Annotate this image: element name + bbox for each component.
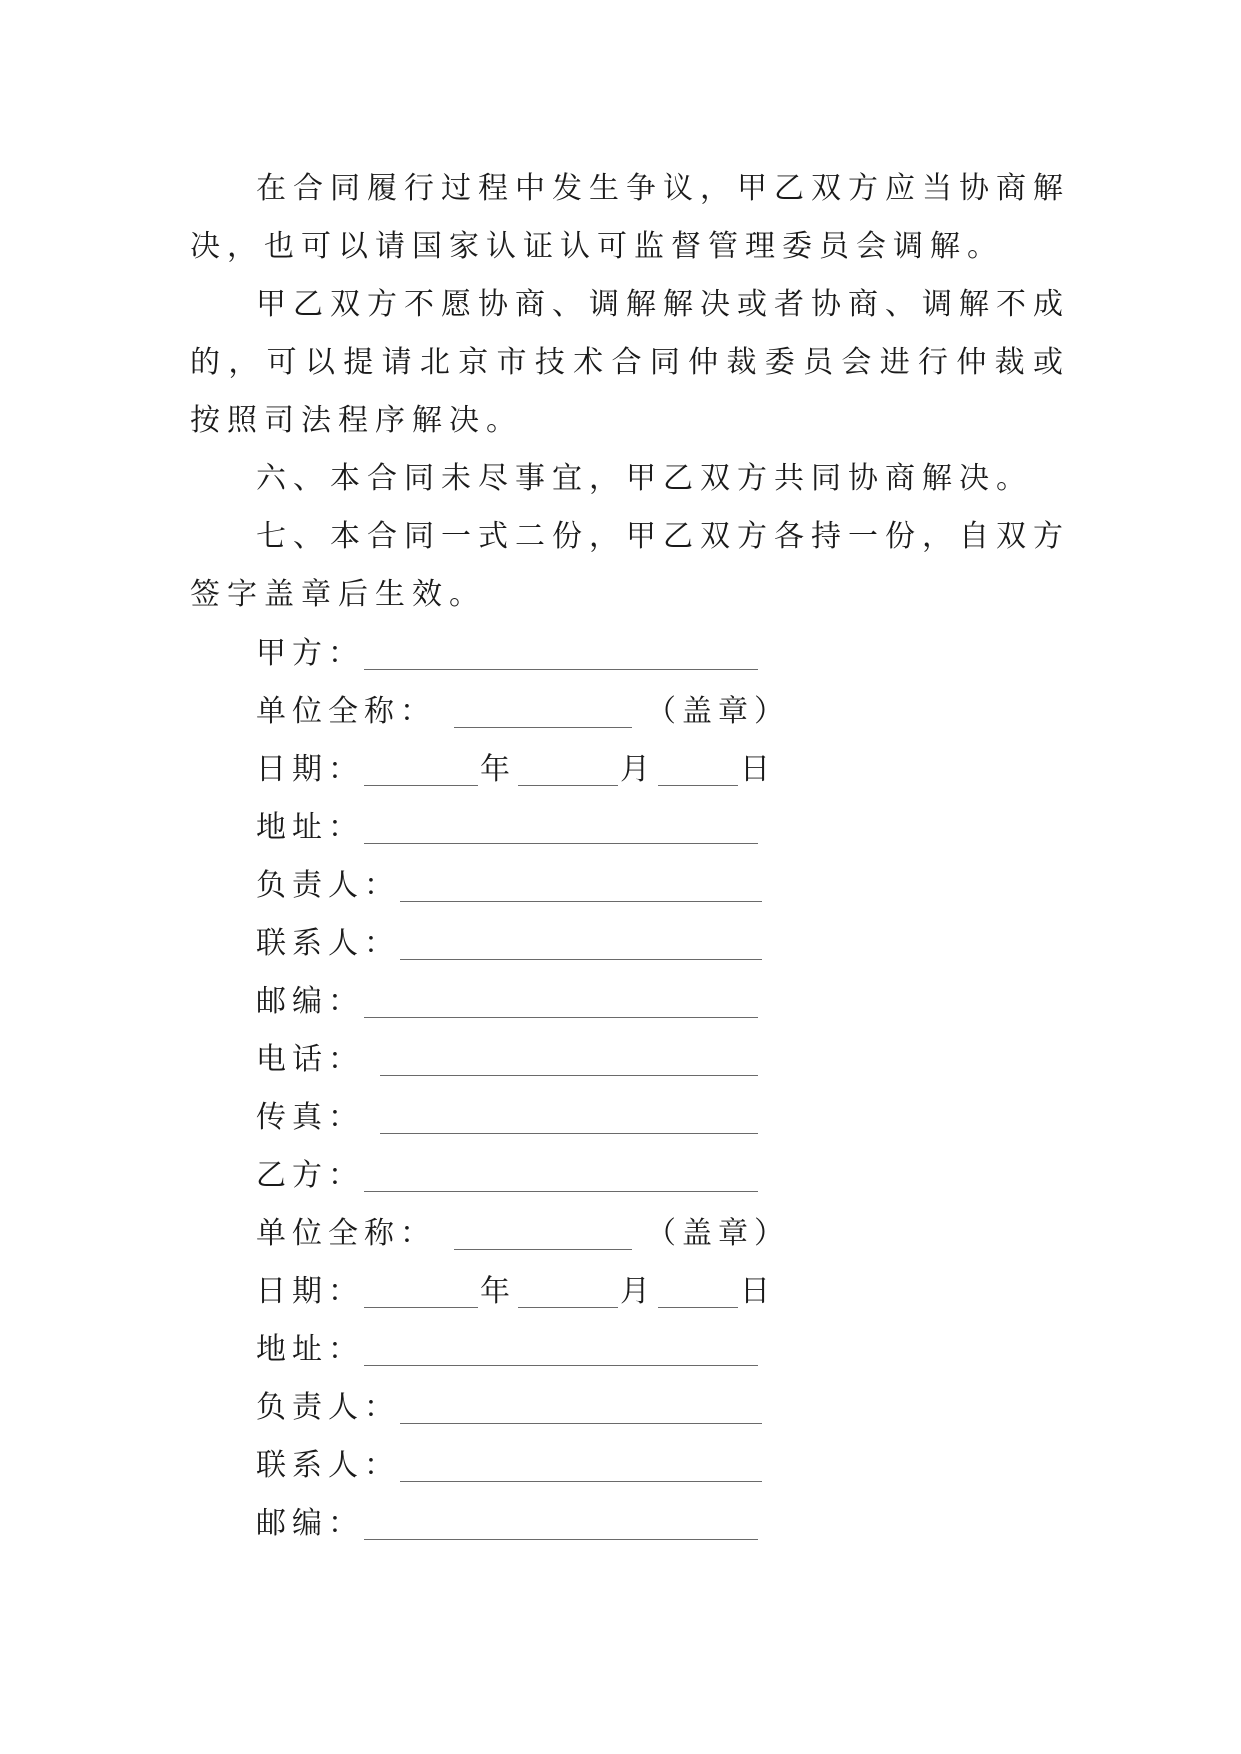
- party-b-year-label: 年: [480, 1274, 516, 1309]
- party-b-principal-blank[interactable]: [400, 1393, 762, 1424]
- party-a-year-blank[interactable]: [364, 755, 478, 786]
- party-a-phone-row: [256, 1027, 816, 1085]
- party-b-year-blank[interactable]: [364, 1277, 478, 1308]
- party-a-year-label: 年: [480, 752, 516, 787]
- party-a-day-blank[interactable]: [658, 755, 738, 786]
- party-b-date-label: 日期：: [256, 1274, 364, 1309]
- party-a-principal-blank[interactable]: [400, 871, 762, 902]
- party-a-blank[interactable]: [364, 639, 758, 670]
- party-b-address-row: [256, 1317, 816, 1375]
- party-b-row: [256, 1143, 816, 1201]
- clause-dispute: 在合同履行过程中发生争议，甲乙双方应当协商解决，也可以请国家认证认可监督管理委员会调解。: [190, 171, 1070, 264]
- party-a-seal-label: （盖章）: [646, 694, 790, 729]
- party-a-principal-label: 负责人：: [256, 868, 400, 903]
- party-b-month-label: 月: [620, 1274, 656, 1309]
- party-a-date-row: [256, 737, 816, 795]
- party-b-address-blank[interactable]: [364, 1335, 758, 1366]
- party-a-date-label: 日期：: [256, 752, 364, 787]
- party-b-month-blank[interactable]: [518, 1277, 618, 1308]
- party-b-postcode-label: 邮编：: [256, 1506, 364, 1541]
- party-a-contact-blank[interactable]: [400, 929, 762, 960]
- party-a-month-blank[interactable]: [518, 755, 618, 786]
- party-a-unit-label: 单位全称：: [256, 694, 436, 729]
- party-a-phone-label: 电话：: [256, 1042, 364, 1077]
- party-b-principal-label: 负责人：: [256, 1390, 400, 1425]
- party-b-unit-row: [256, 1201, 816, 1259]
- party-b-day-blank[interactable]: [658, 1277, 738, 1308]
- party-b-unit-label: 单位全称：: [256, 1216, 436, 1251]
- clause-arbitration: 甲乙双方不愿协商、调解解决或者协商、调解不成的，可以提请北京市技术合同仲裁委员会进行仲裁或按照司法程序解决。: [190, 287, 1070, 438]
- party-a-label: 甲方：: [256, 636, 364, 671]
- contract-clauses: [190, 160, 1070, 624]
- party-a-address-label: 地址：: [256, 810, 364, 845]
- party-a-unit-row: [256, 679, 816, 737]
- party-b-seal-label: （盖章）: [646, 1216, 790, 1251]
- party-a-contact-row: [256, 911, 816, 969]
- signature-fields: [256, 621, 816, 1549]
- clause-seven: 七、本合同一式二份，甲乙双方各持一份，自双方签字盖章后生效。: [190, 519, 1070, 612]
- party-a-row: [256, 621, 816, 679]
- party-a-fax-row: [256, 1085, 816, 1143]
- party-a-fax-blank[interactable]: [380, 1103, 758, 1134]
- party-a-postcode-blank[interactable]: [364, 987, 758, 1018]
- party-b-blank[interactable]: [364, 1161, 758, 1192]
- party-a-address-blank[interactable]: [364, 813, 758, 844]
- party-a-contact-label: 联系人：: [256, 926, 400, 961]
- party-a-address-row: [256, 795, 816, 853]
- party-b-address-label: 地址：: [256, 1332, 364, 1367]
- party-b-contact-row: [256, 1433, 816, 1491]
- party-b-postcode-row: [256, 1491, 816, 1549]
- party-a-fax-label: 传真：: [256, 1100, 364, 1135]
- party-b-postcode-blank[interactable]: [364, 1509, 758, 1540]
- party-a-postcode-label: 邮编：: [256, 984, 364, 1019]
- party-a-day-label: 日: [740, 752, 776, 787]
- party-a-principal-row: [256, 853, 816, 911]
- party-b-contact-label: 联系人：: [256, 1448, 400, 1483]
- party-a-unit-blank[interactable]: [454, 697, 632, 728]
- clause-six: 六、本合同未尽事宜，甲乙双方共同协商解决。: [256, 461, 1033, 496]
- party-b-unit-blank[interactable]: [454, 1219, 632, 1250]
- party-a-postcode-row: [256, 969, 816, 1027]
- party-a-month-label: 月: [620, 752, 656, 787]
- party-b-day-label: 日: [740, 1274, 776, 1309]
- party-b-label: 乙方：: [256, 1158, 364, 1193]
- party-b-date-row: [256, 1259, 816, 1317]
- party-b-contact-blank[interactable]: [400, 1451, 762, 1482]
- party-a-phone-blank[interactable]: [380, 1045, 758, 1076]
- party-b-principal-row: [256, 1375, 816, 1433]
